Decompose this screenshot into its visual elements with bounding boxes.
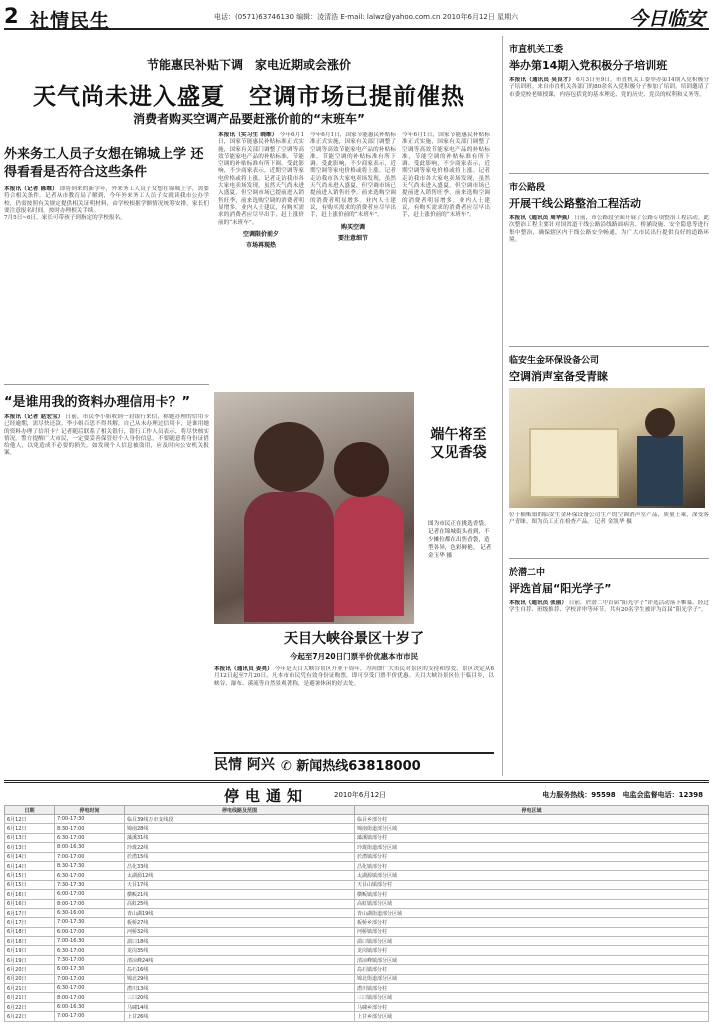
outage-table-cell: 6月21日 [5,984,55,993]
outage-table-cell: 高虹镇部分区域 [355,899,709,908]
side-story-title: 外来务工人员子女想在锦城上学 还得看看是否符合这些条件 [4,147,204,180]
story3-kicker: 临安生金环保设备公司 [509,356,600,366]
news-hotline: ✆ 新闻热线63818000 [280,758,421,774]
outage-table-cell: 6月16日 [5,899,55,908]
outage-table-cell: 玲珑22线 [125,843,355,852]
outage-table-cell: 6月17日 [5,908,55,917]
main-story-byline: 本报讯（实习生 晓维） [218,132,278,138]
outage-table-cell: 湍口18线 [125,937,355,946]
outage-table-cell: 6月19日 [5,946,55,955]
main-story-title: 天气尚未进入盛夏 空调市场已提前催热 [33,84,465,110]
outage-table-cell: 6月21日 [5,993,55,1002]
outage-table-row [5,861,709,870]
outage-table-row [5,955,709,964]
photo-worker-head [645,408,675,438]
outage-table-cell: 6月12日 [5,815,55,824]
outage-table-cell: 马啸乡部分村 [355,1002,709,1011]
outage-table-cell: 龙岗镇部分村 [355,946,709,955]
outage-table-row [5,946,709,955]
column-header-time: 停电时间 [55,806,125,815]
outage-table-cell: 7:00-16:30 [55,937,125,946]
right-column [502,36,709,776]
outage-table-cell: 6:00-17:30 [55,965,125,974]
photo-figure-child [334,496,404,616]
outage-table-cell: 6月15日 [5,880,55,889]
outage-table-cell: 板桥乡部分村 [355,918,709,927]
outage-table-cell: 藻溪镇部分村 [355,833,709,842]
outage-table-cell: 昌化33线 [125,861,355,870]
main-story-body: 今年6月1日，国家节能惠民补贴标准正式实施，国家有关部门调整了空调等高效节能家电产品的补贴标准，节能空调的补贴标准有所下调。受此影响，不少商家表示，近期空调等家电价格或将上涨。记者走访我市各大家电卖场发现，虽然天气尚未进入盛夏，但空调市场已提前进入销售旺季，前来选购空调的消费者明显增多。业内人士建议，有购买需求的消费者应尽早出手，赶上涨价前的“末班车”。 [402,132,490,219]
tourism-story-deck: 今起至7月20日门票半价优惠本市市民 [289,652,419,661]
outage-table-cell: 8:30-17:30 [55,861,125,870]
column-header-date: 日期 [5,806,55,815]
outage-table-cell: 7:00-17:00 [55,974,125,983]
story4-byline: 本报讯（通讯员 张丽） [509,600,567,606]
story1-title: 举办第14期入党积极分子培训班 [509,59,668,72]
story3-caption: 位于横畈镇的临安生金环保设备公司生产的空调消声室产品，质量上乘，深受客户青睐。图为员工正在检查产品。 记者 金凯华 摄 [509,512,709,526]
outage-title: 停电通知 [224,787,309,805]
outage-table-cell: 6月15日 [5,871,55,880]
outage-table-cell: 锦南28线 [125,824,355,833]
photo-feature-caption: 图为市民正在挑选香袋。 记者在锦城街头看到，不少摊位都在出售香袋，造型各异，色彩鲜艳。 记者 金玉华 摄 [428,521,492,559]
photo-head-child [334,442,389,497]
outage-table-cell: 6:30-17:00 [55,871,125,880]
outage-table-cell: 6:30-17:00 [55,946,125,955]
column-header-area: 停电区域 [355,806,709,815]
side-story-body [4,186,209,406]
tourism-story-text: 今年是天目大峡谷景区开业十周年。为回馈广大市民对景区的支持和厚爱，景区决定从6月12日起至7月20日，凡本市市民凭有效身份证购票，即可享受门票半价优惠。天目大峡谷景区位于临目乡，以峡谷、瀑布、溪流等自然景观著称，是避暑休闲的好去处。 [214,666,494,687]
outage-table-cell: 玲珑街道部分区域 [355,843,709,852]
story2-body [509,215,709,340]
main-story [4,36,494,391]
main-story-subhead-2: 市场再现热 [245,241,276,249]
outage-table-cell: 岛石16线 [125,965,355,974]
outage-hotline: 电力服务热线：95598 电监会监督电话：12398 [542,791,703,799]
outage-table-cell: 河桥镇部分村 [355,927,709,936]
outage-table-cell: 湍口镇部分区域 [355,937,709,946]
outage-table-cell: 横畈21线 [125,890,355,899]
story2-kicker: 市公路段 [509,183,546,193]
outage-table-cell: 8:30-17:00 [55,824,125,833]
power-outage-notice [4,780,709,1020]
outage-table-cell: 8:00-17:00 [55,899,125,908]
main-story-body: 今年6月1日，国家节能惠民补贴标准正式实施，国家有关部门调整了空调等高效节能家电产品的补贴标准，节能空调的补贴标准有所下调。受此影响，不少商家表示，近期空调等家电价格或将上涨。记者走访我市各大家电卖场发现，虽然天气尚未进入盛夏，但空调市场已提前进入销售旺季，前来选购空调的消费者明显增多。业内人士建议，有购买需求的消费者应尽早出手，赶上涨价前的“末班车”。 [310,132,396,219]
main-story-body-col-1 [218,132,304,352]
outage-table-row [5,843,709,852]
photo-worker-body [637,436,683,506]
main-story-deck: 消费者购买空调产品要赶涨价前的“末班车” [133,112,365,126]
outage-table-row [5,908,709,917]
sachet-photo [214,392,414,624]
divider [509,173,709,174]
tourism-story-byline: 本报讯（通讯员 姜亮） [214,666,273,672]
story4-text: 日前，於潜二中首届“阳光学子”评选活动落下帷幕。经过学生自荐、班级推荐、学校评审等环节，共有20名学生被评为首届“阳光学子”。 [509,600,709,614]
outage-table-cell: 8:00-16:30 [55,843,125,852]
photo-feature-title: 端午将至 又见香袋 [430,427,487,461]
outage-table-cell: 6月16日 [5,890,55,899]
outage-table-cell: 6月14日 [5,861,55,870]
photo-feature [214,392,494,624]
paper-logo: 今日临安 [628,8,705,30]
outage-table-cell: 6:00-16:30 [55,1002,125,1011]
outage-table [4,805,709,1022]
outage-table-row [5,993,709,1002]
masthead-info: 电话：(0571)63746130 编辑：凌清浩 E-mail: lalwz@yahoo.com.cn 2010年6月12日 星期六 [214,13,519,21]
outage-table-cell: 6月22日 [5,1002,55,1011]
story1-text: 6月3日至9日，市直机关工委举办第14期入党积极分子培训班。来自市直机关各部门的80余名入党积极分子参加了培训。培训邀请了市委党校老师授课，内容包括党的基本理论、党的历史、党员的权利和义务等。 [509,77,709,98]
section-number: 2 [4,4,19,28]
outage-table-row [5,974,709,983]
outage-table-cell: 上甘乡部分区域 [355,1012,709,1021]
outage-table-cell: 潜川13线 [125,984,355,993]
outage-table-cell: 清凉峰镇部分区域 [355,955,709,964]
column-header-lines: 停电线路及范围 [125,806,355,815]
main-story-subhead-1: 空调限价前夕 [242,230,279,238]
outage-table-cell: 6月13日 [5,843,55,852]
outage-table-cell: 於潜15线 [125,852,355,861]
outage-table-cell: 6月18日 [5,927,55,936]
main-story-body-col-2 [310,132,396,352]
outage-table-cell: 6:30-17:00 [55,984,125,993]
outage-table-cell: 青山湖街道部分区域 [355,908,709,917]
outage-table-cell: 6月12日 [5,824,55,833]
outage-table-cell: 天目山镇部分村 [355,880,709,889]
outage-table-row [5,899,709,908]
outage-table-cell: 7:00-17:30 [55,815,125,824]
story4-body [509,600,709,680]
outage-table-cell: 锦南街道部分区域 [355,824,709,833]
credit-card-story-body [4,414,209,774]
story1-kicker: 市直机关工委 [509,45,564,55]
outage-table-cell: 6月22日 [5,1012,55,1021]
outage-table-row [5,890,709,899]
side-story-byline: 本报讯（记者 陈维） [4,186,58,192]
promo-band [214,752,494,774]
outage-table-cell: 锦北29线 [125,974,355,983]
outage-table-cell: 6:30-16:00 [55,908,125,917]
divider [509,558,709,559]
main-story-subhead-4: 要注意细节 [337,234,368,242]
outage-table-cell: 6:00-17:00 [55,927,125,936]
outage-table-header-row [5,806,709,815]
outage-table-cell: 临目乡部分村 [355,815,709,824]
main-story-body-col-3 [402,132,490,352]
outage-table-cell: 昌化镇部分村 [355,861,709,870]
outage-table-cell: 龙岗35线 [125,946,355,955]
story4-kicker: 於潜二中 [509,568,546,578]
outage-table-row [5,1002,709,1011]
outage-table-cell: 岛石镇部分村 [355,965,709,974]
outage-table-row [5,984,709,993]
outage-table-cell: 6月20日 [5,974,55,983]
story4-title: 评选首届“阳光学子” [509,582,612,595]
outage-table-row [5,918,709,927]
outage-table-cell: 7:30-17:30 [55,880,125,889]
outage-table-cell: 天目17线 [125,880,355,889]
outage-table-cell: 6月20日 [5,965,55,974]
divider [509,346,709,347]
outage-table-cell: 6:30-17:00 [55,833,125,842]
outage-table-row [5,937,709,946]
outage-table-cell: 6:00-17:00 [55,890,125,899]
outage-table-cell: 上甘26线 [125,1012,355,1021]
outage-date: 2010年6月12日 [334,791,387,799]
outage-table-cell: 三口镇部分区域 [355,993,709,1002]
outage-table-row [5,871,709,880]
side-story [4,146,209,416]
tourism-story-title: 天目大峡谷景区十岁了 [284,631,424,647]
story1-byline: 本报讯（通讯员 吴良才） [509,77,575,83]
outage-table-cell: 青山湖19线 [125,908,355,917]
outage-table-cell: 於潜镇部分村 [355,852,709,861]
main-story-subhead-3: 购买空调 [340,223,365,231]
outage-table-row [5,852,709,861]
outage-table-body [5,815,709,1022]
credit-card-story-title: “是谁用我的资料办理信用卡？” [4,384,209,410]
story2-byline: 本报讯（通讯员 周华强） [509,215,573,221]
outage-table-cell: 锦北街道部分区域 [355,974,709,983]
outage-table-cell: 板桥27线 [125,918,355,927]
outage-table-cell: 临目39线万市支线段 [125,815,355,824]
photo-panels [529,428,619,498]
outage-table-cell: 7:00-17:30 [55,918,125,927]
section-name: 社情民生 [30,10,111,32]
outage-table-row [5,824,709,833]
story2-title: 开展干线公路整治工程活动 [509,197,641,210]
credit-card-story-text: 日前，市民李小姐收到一封银行来信，称她办理的信用卡已经逾期，需尽快还款。李小姐百思不得其解，自己从未办理过信用卡，是谁用她的资料办理了信用卡？记者随后联系了相关银行，银行工作人员表示，将尽快核实情况。警方提醒广大市民，一定要妥善保管好个人身份信息，不要随意将身份证借给他人，以免造成不必要的损失。如发现个人信息被盗用，应及时向公安机关报案。 [4,414,209,457]
outage-table-cell: 8:00-17:00 [55,993,125,1002]
outage-table-row [5,880,709,889]
outage-header [4,783,709,805]
outage-table-cell: 横畈镇部分村 [355,890,709,899]
story2-text: 日前，市公路段全面开展了公路专项整治工程活动。此次整治工程主要针对国省道干线公路沿线路面病害、桥涵设施、安全隐患等进行集中整治，确保辖区内干线公路安全畅通，为广大市民出行提供良好的道路环境。 [509,215,709,243]
side-story-footer: 7月5日~6日，家长可带孩子到指定的学校报名。 [4,215,126,222]
column-logo: 民情 阿兴 [214,757,275,773]
outage-table-cell: 7:30-17:00 [55,955,125,964]
tourism-story [214,628,494,748]
outage-table-cell: 6月18日 [5,937,55,946]
story3-title: 空调消声室备受青睐 [509,370,608,383]
story1-body [509,77,709,167]
masthead [4,4,709,30]
outage-table-row [5,833,709,842]
outage-table-cell: 马啸14线 [125,1002,355,1011]
outage-table-cell: 6月19日 [5,955,55,964]
outage-table-cell: 6月13日 [5,833,55,842]
tourism-story-body [214,666,494,746]
outage-table-cell: 7:00-17:00 [55,852,125,861]
outage-table-row [5,927,709,936]
outage-table-cell: 太湖源12线 [125,871,355,880]
credit-card-story [4,384,209,799]
outage-table-cell: 6月14日 [5,852,55,861]
outage-table-cell: 潜川镇部分村 [355,984,709,993]
outage-table-cell: 太湖源镇部分区域 [355,871,709,880]
credit-card-story-byline: 本报讯（记者 赵宏宝） [4,414,64,420]
side-story-text: 即将到来的新学年，外来务工人员子女想在锦城上学，需要符合相关条件。记者从市教育局了解到，今年外来务工人员子女就读我市公办学校，仍需按照有关规定提供相关证明材料，由学校根据学额情况统筹安排。家长们要注意报名时间，按时办理相关手续。 [4,186,209,214]
outage-table-cell: 7:00-17:00 [55,1012,125,1021]
outage-table-row [5,1012,709,1021]
outage-table-cell: 高虹25线 [125,899,355,908]
outage-table-cell: 三口20线 [125,993,355,1002]
photo-head-adult [254,422,324,492]
outage-table-row [5,965,709,974]
main-story-body: 今年6月1日，国家节能惠民补贴标准正式实施，国家有关部门调整了空调等高效节能家电产品的补贴标准，节能空调的补贴标准有所下调。受此影响，不少商家表示，近期空调等家电价格或将上涨。记者走访我市各大家电卖场发现，虽然天气尚未进入盛夏，但空调市场已提前进入销售旺季，前来选购空调的消费者明显增多。业内人士建议，有购买需求的消费者应尽早出手，赶上涨价前的“末班车”。 [218,132,304,226]
outage-table-cell: 6月17日 [5,918,55,927]
main-story-kicker: 节能惠民补贴下调 家电近期或会涨价 [146,58,351,72]
outage-table-row [5,815,709,824]
mufflers-photo [509,388,705,508]
outage-table-cell: 藻溪31线 [125,833,355,842]
photo-figure-adult [244,492,334,622]
outage-table-cell: 清凉峰24线 [125,955,355,964]
outage-table-cell: 河桥32线 [125,927,355,936]
